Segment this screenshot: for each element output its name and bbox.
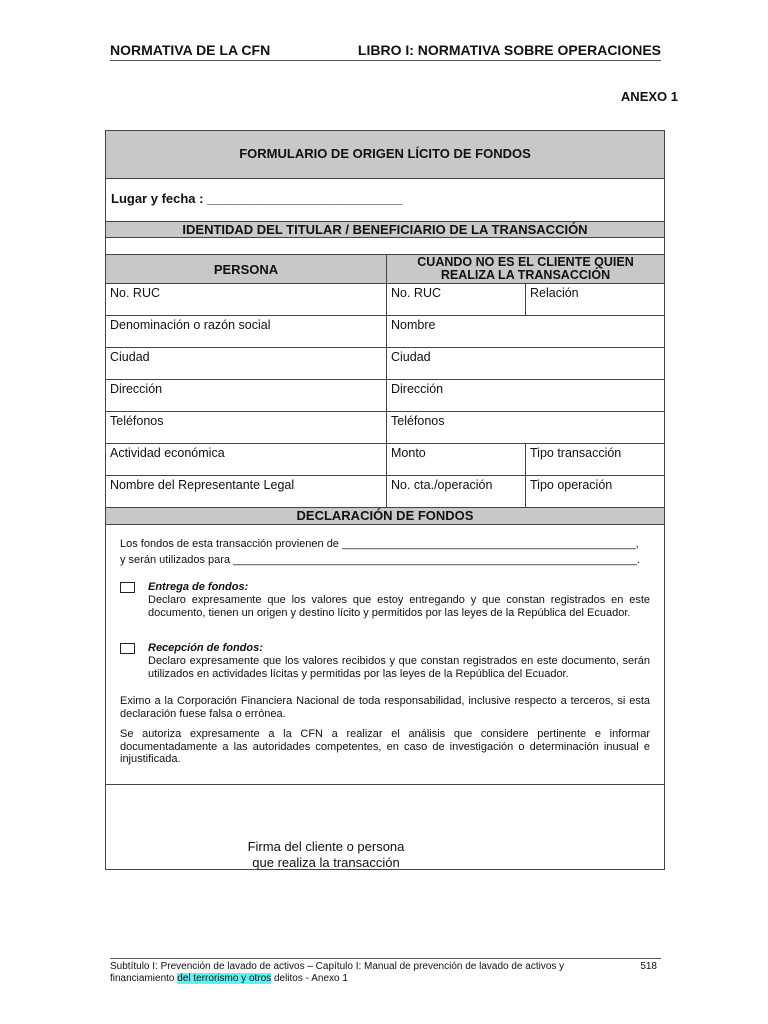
cuenta-field[interactable]: No. cta./operación (386, 476, 525, 508)
tipo-operacion-field[interactable]: Tipo operación (525, 476, 664, 508)
lugar-fecha-field[interactable]: Lugar y fecha : ___________________________ (106, 179, 664, 222)
footer-highlight: del terrorismo y otros (177, 973, 272, 984)
telefonos-field-2[interactable]: Teléfonos (386, 412, 664, 444)
footer-line1: Subtítulo I: Prevención de lavado de activos – Capítulo I: Manual de prevención de lavado de activos y (110, 961, 565, 972)
recepcion-checkbox[interactable] (120, 643, 135, 654)
ruc-field[interactable]: No. RUC (106, 284, 386, 316)
eximo-text: Eximo a la Corporación Financiera Nacional de toda responsabilidad, inclusive respecto a terceros, si esta declaración fuese falsa o errónea. (120, 695, 650, 720)
footer-line2 (110, 973, 661, 985)
razon-social-field[interactable]: Denominación o razón social (106, 316, 386, 348)
origin-funds-form (105, 130, 665, 870)
spacer-row (106, 238, 664, 255)
direccion-field-2[interactable]: Dirección (386, 380, 664, 412)
declaracion-body (106, 525, 664, 785)
nombre-field[interactable]: Nombre (386, 316, 664, 348)
tipo-transaccion-field[interactable]: Tipo transacción (525, 444, 664, 476)
actividad-field[interactable]: Actividad económica (106, 444, 386, 476)
fondos-utilizados[interactable]: y serán utilizados para __________________________________________________________________. (120, 554, 640, 566)
ciudad-field[interactable]: Ciudad (106, 348, 386, 380)
telefonos-field[interactable]: Teléfonos (106, 412, 386, 444)
no-cliente-heading (386, 255, 664, 284)
relacion-field[interactable]: Relación (525, 284, 664, 316)
page-header (110, 42, 661, 61)
persona-heading: PERSONA (106, 255, 386, 284)
entrega-checkbox[interactable] (120, 582, 135, 593)
ruc-field-2[interactable]: No. RUC (386, 284, 525, 316)
entrega-text: Declaro expresamente que los valores que estoy entregando y que constan registrados en este documento, tienen un origen y destino lícito y permitidos por las leyes de la República del Ecuador. (148, 594, 650, 619)
footer-line2-b: delitos - Anexo 1 (271, 973, 348, 984)
declaracion-heading: DECLARACIÓN DE FONDOS (106, 508, 664, 525)
page-number: 518 (640, 961, 657, 972)
page-footer (110, 958, 661, 985)
anexo-label: ANEXO 1 (620, 89, 678, 104)
direccion-field[interactable]: Dirección (106, 380, 386, 412)
autoriza-text: Se autoriza expresamente a la CFN a realizar el análisis que considere pertinente e informar documentadamente a las autoridades competentes, en caso de investigación o determinación inusual e injustificada. (120, 728, 650, 765)
no-cliente-heading-line2: REALIZA LA TRANSACCIÓN (440, 268, 611, 282)
representante-field[interactable]: Nombre del Representante Legal (106, 476, 386, 508)
recepcion-text: Declaro expresamente que los valores recibidos y que constan registrados en este documento, serán utilizados en actividades lícitas y permitidas por las leyes de la República del Ecuador. (148, 655, 650, 680)
signature-label (226, 839, 426, 871)
footer-line2-a: financiamiento (110, 973, 178, 984)
recepcion-title: Recepción de fondos: (148, 642, 263, 654)
form-title: FORMULARIO DE ORIGEN LÍCITO DE FONDOS (106, 131, 664, 179)
monto-field[interactable]: Monto (386, 444, 525, 476)
header-left: NORMATIVA DE LA CFN (110, 42, 271, 58)
signature-line1: Firma del cliente o persona (247, 839, 405, 854)
identidad-heading: IDENTIDAD DEL TITULAR / BENEFICIARIO DE LA TRANSACCIÓN (106, 222, 664, 238)
entrega-title: Entrega de fondos: (148, 581, 249, 593)
no-cliente-heading-line1: CUANDO NO ES EL CLIENTE QUIEN (417, 255, 634, 269)
header-right: LIBRO I: NORMATIVA SOBRE OPERACIONES (357, 42, 661, 58)
signature-line2: que realiza la transacción (252, 855, 400, 870)
ciudad-field-2[interactable]: Ciudad (386, 348, 664, 380)
fondos-provienen[interactable]: Los fondos de esta transacción provienen de ________________________________________________, (120, 538, 639, 550)
